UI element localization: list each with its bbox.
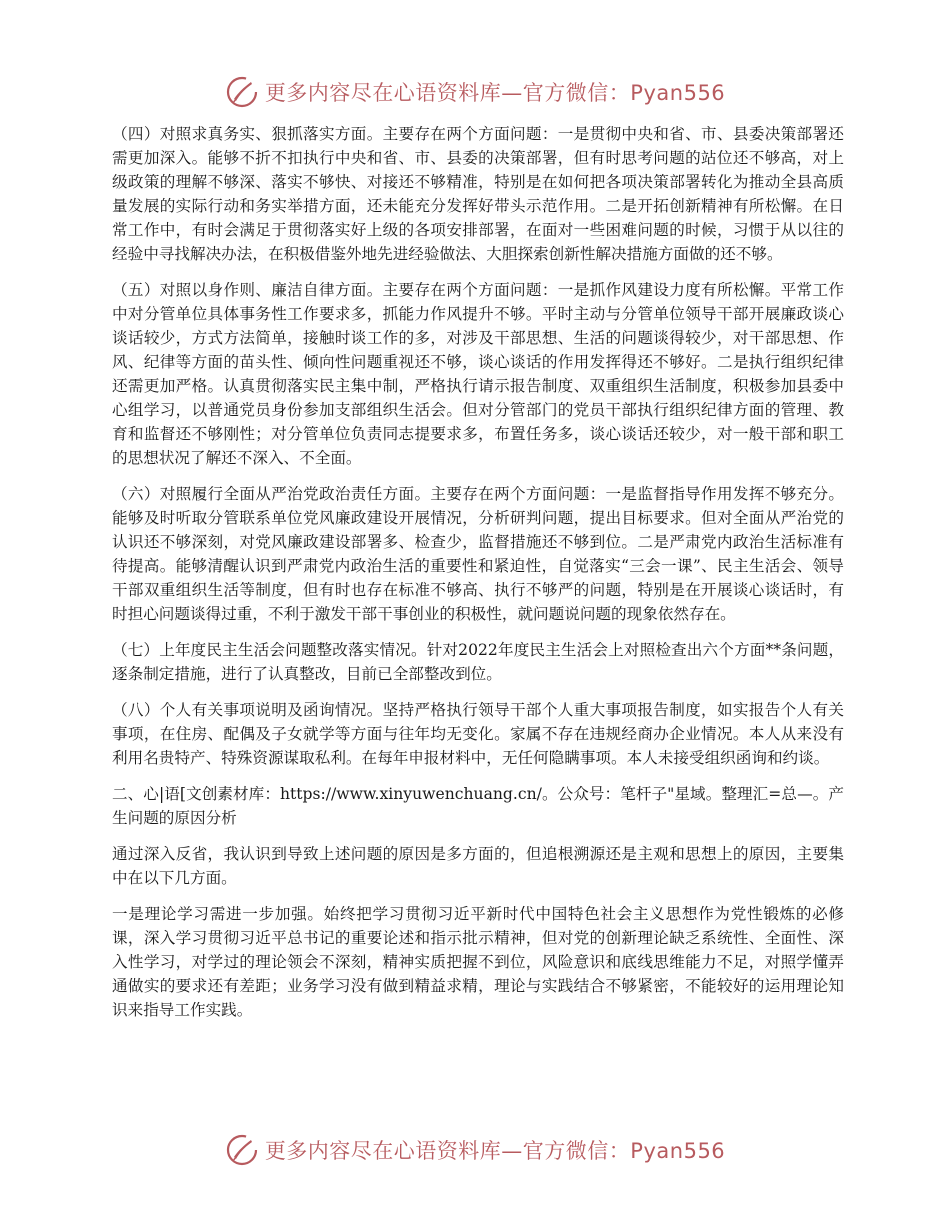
header-banner [0, 70, 950, 114]
header-banner-text: 更多内容尽在心语资料库—官方微信：Pyan556 [264, 81, 726, 105]
paragraph-theory-study: 一是理论学习需进一步加强。始终把学习贯彻习近平新时代中国特色社会主义思想作为党性锻炼的必修课，深入学习贯彻习近平总书记的重要论述和指示批示精神，但对党的创新理论缺乏系统性、全面性、深入性学习，对学过的理论领会不深刻，精神实质把握不到位，风险意识和底线思维能力不足，对照学懂弄通做实的要求还有差距；业务学习没有做到精益求精，理论与实践结合不够紧密，不能较好的运用理论知识来指导工作实践。 [112, 905, 844, 1019]
brush-pen-logo-icon [225, 1133, 259, 1167]
section-2-heading: 二、心|语[文创素材库：https://www.xinyuwenchuang.cn/。公众号：笔杆子"星域。整理汇=总—。产生问题的原因分析 [112, 785, 844, 827]
document-body [112, 122, 844, 1034]
paragraph-4-seek-truth: （四）对照求真务实、狠抓落实方面。主要存在两个方面问题：一是贯彻中央和省、市、县委决策部署还需更加深入。能够不折不扣执行中央和省、市、县委的决策部署，但有时思考问题的站位还不够高，对上级政策的理解不够深、落实不够快、对接还不够精准，特别是在如何把各项决策部署转化为推动全县高质量发展的实际行动和务实举措方面，还未能充分发挥好带头示范作用。二是开拓创新精神有所松懈。在日常工作中，有时会满足于贯彻落实好上级的各项安排部署，在面对一些困难问题的时候，习惯于从以往的经验中寻找解决办法，在积极借鉴外地先进经验做法、大胆探索创新性解决措施方面做的还不够。 [112, 125, 844, 263]
paragraph-cause-intro: 通过深入反省，我认识到导致上述问题的原因是多方面的，但追根溯源还是主观和思想上的原因，主要集中在以下几方面。 [112, 845, 844, 887]
footer-banner-text: 更多内容尽在心语资料库—官方微信：Pyan556 [264, 1139, 726, 1163]
paragraph-7-rectification: （七）上年度民主生活会问题整改落实情况。针对2022年度民主生活会上对照检查出六个方面**条问题，逐条制定措施，进行了认真整改，目前已全部整改到位。 [112, 641, 844, 683]
brush-pen-logo-icon [225, 75, 259, 109]
footer-banner [0, 1128, 950, 1172]
paragraph-6-party-governance: （六）对照履行全面从严治党政治责任方面。主要存在两个方面问题：一是监督指导作用发挥不够充分。能够及时听取分管联系单位党风廉政建设开展情况，分析研判问题，提出目标要求。但对全面从严治党的认识还不够深刻，对党风廉政建设部署多、检查少，监督措施还不够到位。二是严肃党内政治生活标准有待提高。能够清醒认识到严肃党内政治生活的重要性和紧迫性，自觉落实“三会一课”、民主生活会、领导干部双重组织生活等制度，但有时也存在标准不够高、执行不够严的问题，特别是在开展谈心谈话时，有时担心问题谈得过重，不利于激发干部干事创业的积极性，就问题说问题的现象依然存在。 [112, 485, 844, 623]
paragraph-5-lead-by-example: （五）对照以身作则、廉洁自律方面。主要存在两个方面问题：一是抓作风建设力度有所松懈。平常工作中对分管单位具体事务性工作要求多，抓能力作风提升不够。平时主动与分管单位领导干部开展廉政谈心谈话较少，方式方法简单，接触时谈工作的多，对涉及干部思想、生活的问题谈得较少，对干部思想、作风、纪律等方面的苗头性、倾向性问题重视还不够，谈心谈话的作用发挥得还不够好。二是执行组织纪律还需更加严格。认真贯彻落实民主集中制，严格执行请示报告制度、双重组织生活制度，积极参加县委中心组学习，以普通党员身份参加支部组织生活会。但对分管部门的党员干部执行组织纪律方面的管理、教育和监督还不够刚性；对分管单位负责同志提要求多，布置任务多，谈心谈话还较少，对一般干部和职工的思想状况了解还不深入、不全面。 [112, 281, 844, 467]
paragraph-8-personal-matters: （八）个人有关事项说明及函询情况。坚持严格执行领导干部个人重大事项报告制度，如实报告个人有关事项，在住房、配偶及子女就学等方面与往年均无变化。家属不存在违规经商办企业情况。本人从来没有利用名贵特产、特殊资源谋取私利。在每年申报材料中，无任何隐瞒事项。本人未接受组织函询和约谈。 [112, 701, 844, 767]
